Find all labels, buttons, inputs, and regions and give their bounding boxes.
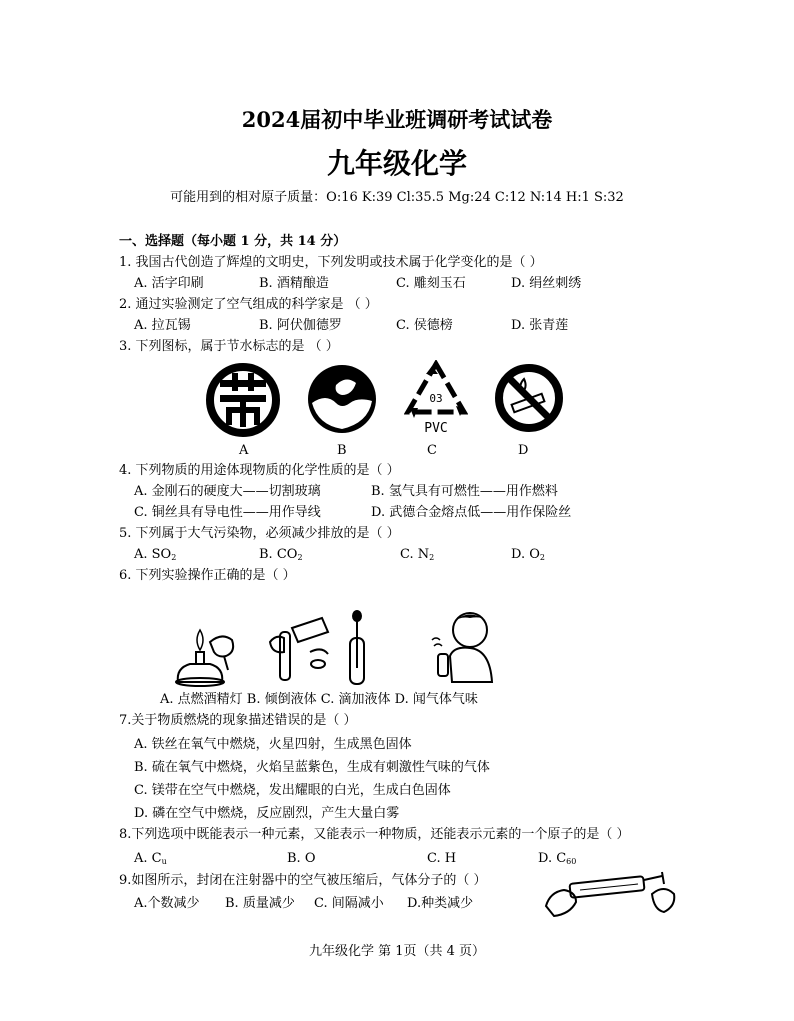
icon-b-water-drop	[306, 363, 378, 435]
icon-d-no-smoking	[494, 363, 564, 433]
fig-dropper	[342, 608, 378, 688]
q7-option-d: D. 磷在空气中燃烧，反应剧烈，产生大量白雾	[134, 806, 400, 821]
q5-option-a: A. $SO_2$	[134, 547, 177, 562]
q1-option-d: D. 绢丝刺绣	[511, 276, 582, 291]
fig-smelling-gas	[424, 606, 498, 688]
fig-pouring-liquid	[262, 612, 334, 688]
q8-option-d: D. $C_{60}$	[538, 851, 577, 866]
q9-option-d: D.种类减少	[407, 896, 474, 911]
icon-label-c: C	[427, 443, 437, 458]
question-3: 3. 下列图标，属于节水标志的是 （ ）	[119, 339, 339, 354]
question-6: 6. 下列实验操作正确的是（ ）	[119, 568, 296, 583]
q1-option-a: A. 活字印刷	[134, 276, 204, 291]
q5-option-d: D. $O_2$	[511, 547, 545, 562]
icon-label-b: B	[337, 443, 347, 458]
question-9: 9.如图所示，封闭在注射器中的空气被压缩后，气体分子的（ ）	[119, 873, 487, 888]
icon-c-recycle-pvc	[404, 360, 468, 438]
pvc-number: 03	[429, 392, 443, 405]
fig-syringe	[540, 866, 680, 922]
q4-option-b: B. 氢气具有可燃性——用作燃料	[371, 484, 558, 499]
atomic-masses: 可能用到的相对原子质量：O:16 K:39 Cl:35.5 Mg:24 C:12 N:14 H:1 S:32	[170, 190, 624, 205]
q8-option-a: A. $C_u$	[134, 851, 167, 866]
question-8: 8.下列选项中既能表示一种元素，又能表示一种物质，还能表示元素的一个原子的是（ ）	[119, 827, 630, 842]
question-1: 1. 我国古代创造了辉煌的文明史，下列发明或技术属于化学变化的是（ ）	[119, 255, 543, 270]
q8-option-b: B. O	[287, 851, 316, 866]
q9-option-c: C. 间隔减小	[314, 896, 384, 911]
icon-a-symbol	[206, 363, 280, 437]
q9-option-a: A.个数减少	[134, 896, 200, 911]
q1-option-b: B. 酒精酿造	[259, 276, 329, 291]
q2-option-d: D. 张青莲	[511, 318, 569, 333]
question-5: 5. 下列属于大气污染物，必须减少排放的是（ ）	[119, 526, 400, 541]
q7-option-c: C. 镁带在空气中燃烧，发出耀眼的白光，生成白色固体	[134, 783, 451, 798]
q1-option-c: C. 雕刻玉石	[396, 276, 466, 291]
q6-captions: A. 点燃酒精灯 B. 倾倒液体 C. 滴加液体 D. 闻气体气味	[160, 692, 478, 707]
q7-option-b: B. 硫在氧气中燃烧，火焰呈蓝紫色，生成有刺激性气味的气体	[134, 760, 490, 775]
exam-subject: 九年级化学	[326, 147, 467, 180]
q4-option-c: C. 铜丝具有导电性——用作导线	[134, 505, 321, 520]
fig-alcohol-lamp	[172, 612, 242, 688]
q9-option-b: B. 质量减少	[225, 896, 295, 911]
pvc-label: PVC	[424, 421, 448, 436]
q7-option-a: A. 铁丝在氧气中燃烧，火星四射，生成黑色固体	[134, 737, 412, 752]
section-heading: 一、选择题（每小题 1 分，共 14 分）	[119, 234, 347, 249]
icon-label-a: A	[239, 443, 249, 458]
exam-title: 2024届初中毕业班调研考试试卷	[241, 107, 553, 132]
question-7: 7.关于物质燃烧的现象描述错误的是（ ）	[119, 713, 357, 728]
q4-option-d: D. 武德合金熔点低——用作保险丝	[371, 505, 572, 520]
page-footer: 九年级化学 第 1页（共 4 页）	[308, 944, 486, 959]
question-2: 2. 通过实验测定了空气组成的科学家是 （ ）	[119, 297, 378, 312]
q2-option-b: B. 阿伏伽德罗	[259, 318, 342, 333]
q5-option-c: C. $N_2$	[400, 547, 435, 562]
q5-option-b: B. $CO_2$	[259, 547, 303, 562]
q2-option-c: C. 侯德榜	[396, 318, 453, 333]
q8-option-c: C. H	[427, 851, 457, 866]
icon-label-d: D	[518, 443, 529, 458]
question-4: 4. 下列物质的用途体现物质的化学性质的是（ ）	[119, 463, 400, 478]
q2-option-a: A. 拉瓦锡	[134, 318, 191, 333]
q4-option-a: A. 金刚石的硬度大——切割玻璃	[134, 484, 321, 499]
